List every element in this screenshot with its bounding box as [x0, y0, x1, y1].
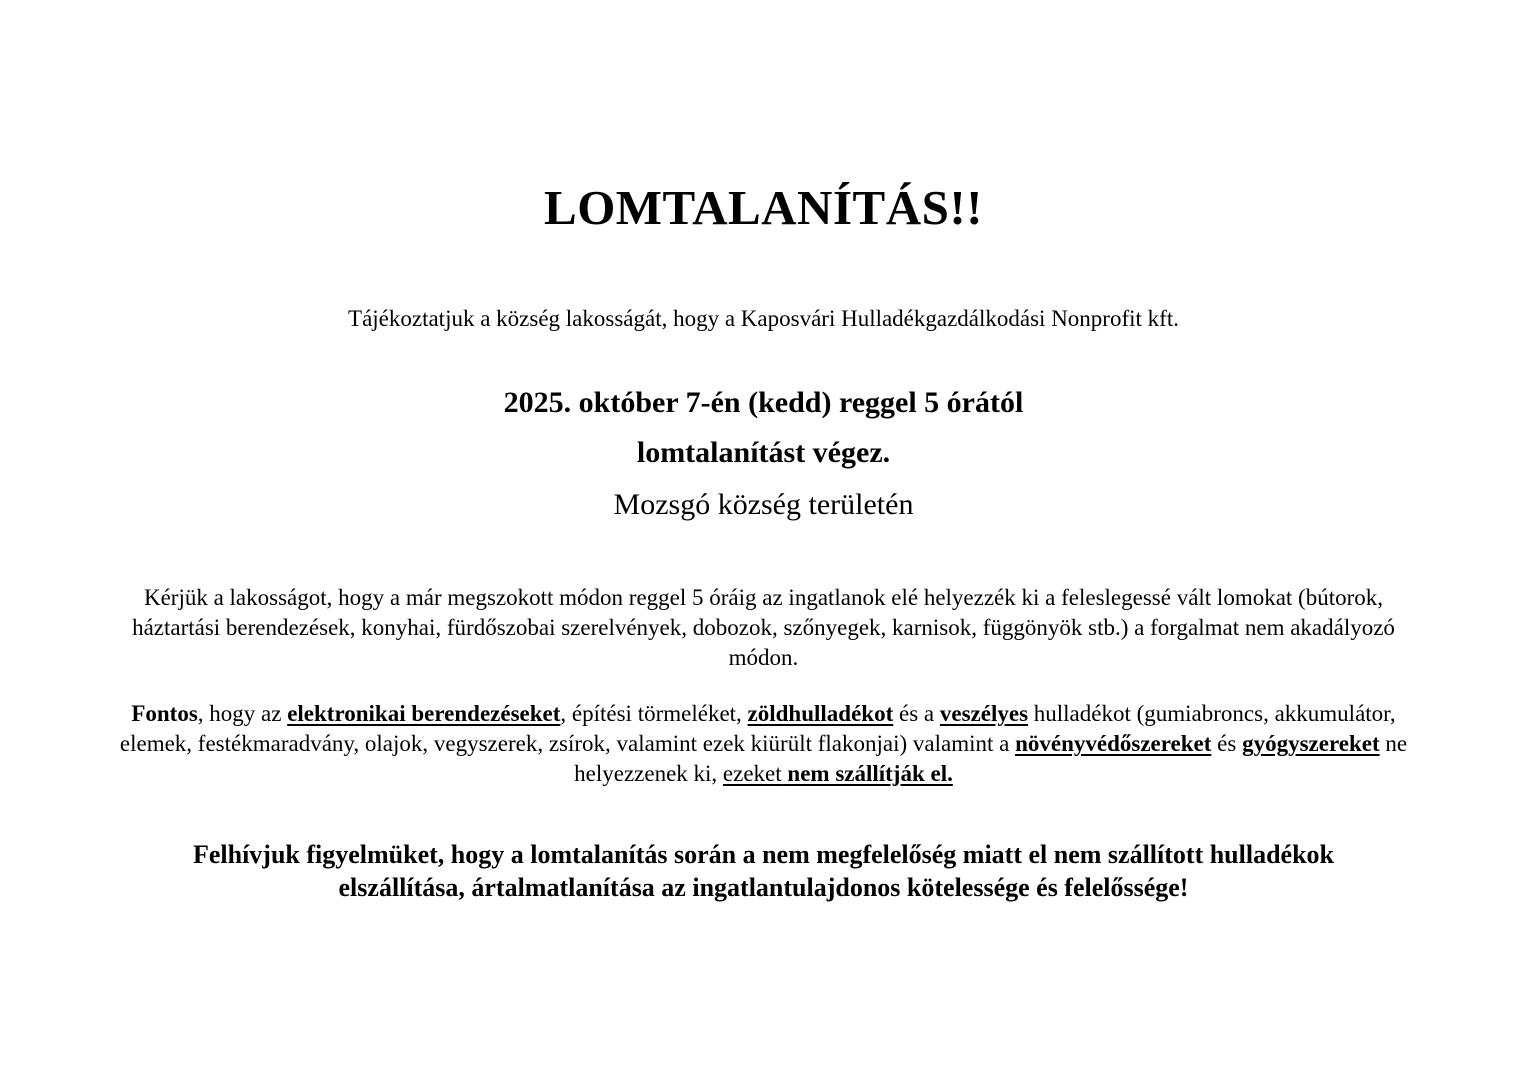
- intro-paragraph: Tájékoztatjuk a község lakosságát, hogy a Kaposvári Hulladékgazdálkodási Nonprofit kft.: [348, 306, 1179, 331]
- important-text: hulladékot (gumiabroncs, akkumulátor, elemek, festékmaradvány, olajok, vegyszerek, zsírok, valamint ezek kiürült flakonjai) valamint a: [119, 701, 1396, 756]
- hazardous-emphasis: veszélyes: [939, 701, 1029, 726]
- important-text: és a: [893, 701, 940, 726]
- not-collected-emphasis: nem szállítják el.: [787, 761, 953, 786]
- important-text: ne helyezzenek ki,: [574, 731, 1408, 786]
- important-text: , hogy az: [197, 701, 288, 726]
- date-line: 2025. október 7-én (kedd) reggel 5 órától: [503, 386, 1024, 419]
- location-line: Mozsgó község területén: [613, 488, 914, 521]
- request-paragraph: Kérjük a lakosságot, hogy a már megszokott módon reggel 5 óráig az ingatlanok elé helyezzék ki a feleslegessé vált lomokat (bútorok, háztartási berendezések, konyhai, fürdőszobai szerelvények, dobozok, szőnyegek, karnisok, függönyök stb.) a forgalmat nem akadályozó módon.: [132, 585, 1395, 670]
- medicines-emphasis: gyógyszereket: [1242, 731, 1380, 756]
- important-paragraph: [100, 699, 1427, 789]
- warning-paragraph: Felhívjuk figyelmüket, hogy a lomtalanítás során a nem megfelelőség miatt el nem szállított hulladékok elszállítása, ártalmatlanítása az ingatlantulajdonos kötelessége és felelőssége!: [192, 840, 1335, 902]
- these-emphasis: ezeket: [722, 761, 782, 786]
- action-line: lomtalanítást végez.: [636, 436, 891, 469]
- page-title: LOMTALANÍTÁS!!: [544, 180, 983, 235]
- important-text: , építési törmeléket,: [560, 701, 748, 726]
- electronics-emphasis: elektronikai berendezéseket: [287, 701, 561, 726]
- pesticides-emphasis: növényvédőszereket: [1015, 731, 1212, 756]
- important-text: és: [1211, 731, 1243, 756]
- green-waste-emphasis: zöldhulladékot: [747, 701, 894, 726]
- important-keyword: Fontos: [131, 701, 198, 726]
